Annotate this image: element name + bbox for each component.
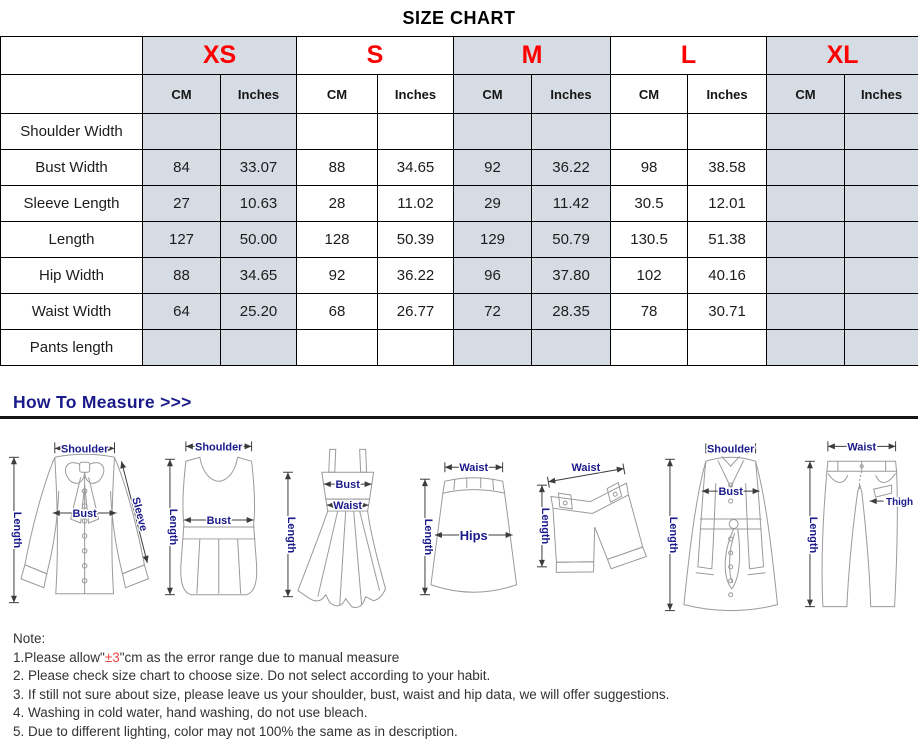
blouse-sketch [3,427,160,623]
table-row [1,114,918,150]
svg-text:Length: Length [667,516,680,554]
note-line-3: 3. If still not sure about size, please leave us your shoulder, bust, waist and hip data, we will offer suggestions. [13,686,670,702]
value-cell: 130.5 [611,222,688,258]
value-cell: 40.16 [688,258,767,294]
svg-text:Length: Length [284,516,297,554]
value-cell: 50.79 [532,222,611,258]
table-row [1,150,918,186]
note-line-5: 5. Due to different lighting, color may not 100% the same as in description. [13,723,458,739]
svg-text:Bust: Bust [206,515,232,528]
value-cell [767,150,845,186]
value-cell: 33.07 [221,150,297,186]
unit-header: Inches [378,75,454,114]
value-cell: 68 [297,294,378,330]
how-to-measure-heading: How To Measure >>> [13,392,192,412]
svg-text:Length: Length [806,516,819,554]
value-cell: 84 [143,150,221,186]
value-cell: 34.65 [221,258,297,294]
value-cell: 29 [454,186,532,222]
row-label: Length [1,222,143,258]
value-cell [845,258,918,294]
svg-text:Bust: Bust [72,508,97,521]
value-cell: 11.42 [532,186,611,222]
size-header-l: L [611,37,767,75]
value-cell: 38.58 [688,150,767,186]
svg-text:Bust: Bust [718,486,743,499]
value-cell: 27 [143,186,221,222]
value-cell: 64 [143,294,221,330]
value-cell [845,330,918,366]
unit-header-row [1,75,918,114]
value-cell: 36.22 [532,150,611,186]
row-label: Hip Width [1,258,143,294]
corner-cell [1,75,143,114]
svg-text:Shoulder: Shoulder [195,441,243,454]
svg-text:Shoulder: Shoulder [707,443,755,456]
value-cell [845,150,918,186]
table-row [1,186,918,222]
value-cell [221,330,297,366]
row-label: Pants length [1,330,143,366]
value-cell: 34.65 [378,150,454,186]
svg-text:Thigh: Thigh [885,497,913,509]
table-row [1,330,918,366]
unit-header: Inches [688,75,767,114]
value-cell [767,186,845,222]
svg-text:Sleeve: Sleeve [129,496,150,533]
size-header-xs: XS [143,37,297,75]
svg-text:Waist: Waist [571,462,600,475]
skirt-sketch [415,427,531,623]
svg-text:Length: Length [10,511,23,549]
unit-header: Inches [845,75,918,114]
unit-header: CM [297,75,378,114]
table-row [1,294,918,330]
value-cell: 129 [454,222,532,258]
value-cell [532,114,611,150]
notes-heading: Note: [13,631,46,646]
note-1-tolerance: ±3 [104,649,120,665]
value-cell [143,330,221,366]
value-cell [532,330,611,366]
value-cell: 88 [297,150,378,186]
svg-text:Waist: Waist [459,462,489,475]
measure-sketches [0,419,918,621]
note-1-prefix: 1.Please allow" [13,649,105,665]
value-cell: 11.02 [378,186,454,222]
value-cell [845,186,918,222]
value-cell: 37.80 [532,258,611,294]
value-cell: 92 [454,150,532,186]
size-chart-table [0,36,918,366]
value-cell [767,330,845,366]
value-cell: 51.38 [688,222,767,258]
value-cell [378,114,454,150]
value-cell [221,114,297,150]
value-cell [767,258,845,294]
notes-section [13,630,918,742]
value-cell: 30.5 [611,186,688,222]
value-cell: 12.01 [688,186,767,222]
value-cell: 10.63 [221,186,297,222]
value-cell [378,330,454,366]
value-cell [688,330,767,366]
unit-header: CM [454,75,532,114]
value-cell [454,330,532,366]
value-cell: 36.22 [378,258,454,294]
value-cell [297,114,378,150]
value-cell [767,114,845,150]
value-cell [767,294,845,330]
value-cell [297,330,378,366]
size-header-m: M [454,37,611,75]
size-header-s: S [297,37,454,75]
value-cell [143,114,221,150]
value-cell: 30.71 [688,294,767,330]
unit-header: CM [143,75,221,114]
svg-text:Length: Length [422,518,435,556]
value-cell: 92 [297,258,378,294]
unit-header: CM [767,75,845,114]
page-title: SIZE CHART [402,8,516,28]
unit-header: Inches [532,75,611,114]
svg-text:Hips: Hips [459,527,488,543]
value-cell: 25.20 [221,294,297,330]
svg-text:Waist: Waist [333,500,362,513]
value-cell: 72 [454,294,532,330]
value-cell: 102 [611,258,688,294]
note-line-2: 2. Please check size chart to choose size. Do not select according to your habit. [13,668,491,684]
note-1-suffix: "cm as the error range due to manual measure [119,649,400,665]
unit-header: Inches [221,75,297,114]
unit-header: CM [611,75,688,114]
value-cell [845,222,918,258]
svg-text:Length: Length [538,507,551,545]
corner-cell [1,37,143,75]
value-cell: 50.00 [221,222,297,258]
value-cell: 127 [143,222,221,258]
dress-sketch [278,427,415,623]
value-cell: 26.77 [378,294,454,330]
value-cell: 128 [297,222,378,258]
value-cell: 88 [143,258,221,294]
svg-text:Length: Length [167,508,180,546]
svg-text:Shoulder: Shoulder [60,443,109,456]
value-cell: 78 [611,294,688,330]
svg-text:Waist: Waist [846,441,876,454]
size-header-row [1,37,918,75]
shorts-sketch [531,427,660,623]
row-label: Waist Width [1,294,143,330]
value-cell [767,222,845,258]
value-cell: 98 [611,150,688,186]
coat-sketch [660,427,799,623]
value-cell [845,114,918,150]
value-cell: 50.39 [378,222,454,258]
table-row [1,222,918,258]
value-cell: 28 [297,186,378,222]
note-line-4: 4. Washing in cold water, hand washing, do not use bleach. [13,705,368,721]
row-label: Bust Width [1,150,143,186]
value-cell [845,294,918,330]
pants-sketch [800,427,916,623]
svg-text:Bust: Bust [335,479,360,492]
value-cell: 28.35 [532,294,611,330]
row-label: Sleeve Length [1,186,143,222]
value-cell [611,114,688,150]
tank-top-sketch [160,427,277,623]
value-cell [611,330,688,366]
value-cell [454,114,532,150]
row-label: Shoulder Width [1,114,143,150]
value-cell [688,114,767,150]
size-header-xl: XL [767,37,918,75]
note-line-1 [13,649,918,668]
value-cell: 96 [454,258,532,294]
table-row [1,258,918,294]
